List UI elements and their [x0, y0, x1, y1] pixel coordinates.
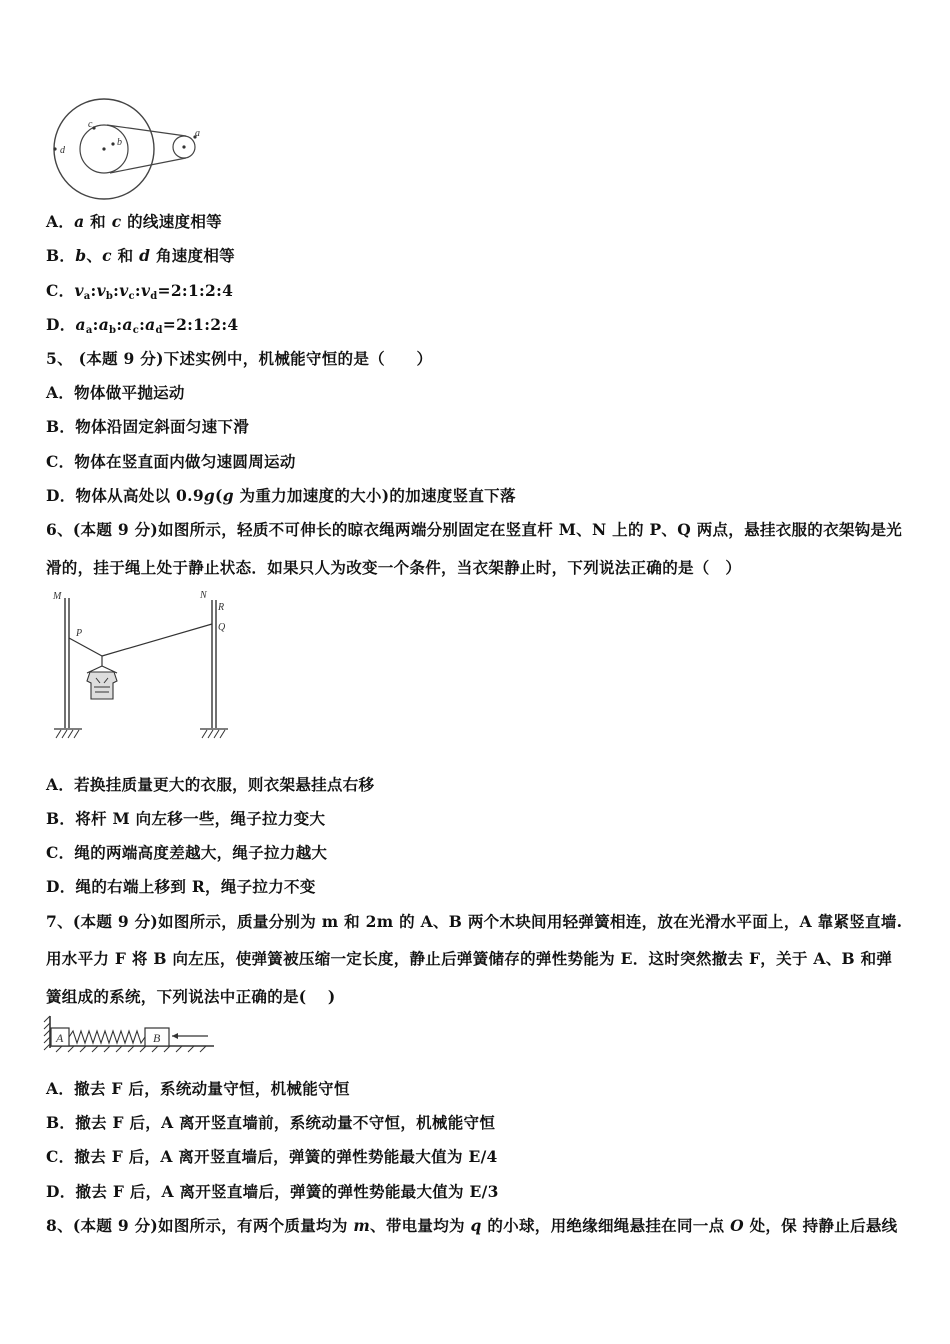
q7-stem-line-3: 簧组成的系统，下列说法中正确的是( ) — [46, 987, 336, 1006]
q4-option-b[interactable]: B．b、c 和 d 角速度相等 — [46, 246, 235, 265]
pulley-belt-figure — [50, 95, 210, 205]
clothesline-label-m: M — [53, 591, 62, 602]
q6-option-a[interactable]: A．若换挂质量更大的衣服，则衣架悬挂点右移 — [46, 775, 375, 794]
q4-option-c[interactable]: C．$v_a:v_b:v_c:v_d=2:1:2:4$ — [46, 281, 234, 302]
q7-stem-line-1: 7、(本题 9 分)如图所示，质量分别为 m 和 2m 的 A、B 两个木块间用轻弹簧相连，放在光滑水平面上，A 靠紧竖直墙. — [46, 912, 903, 931]
q7-option-a[interactable]: A．撤去 F 后，系统动量守恒，机械能守恒 — [46, 1079, 350, 1098]
clothesline-label-q: Q — [218, 622, 226, 633]
q8-stem: 8、(本题 9 分)如图所示，有两个质量均为 m、带电量均为 q 的小球，用绝缘细绳悬挂在同一点 O 处，保 持静止后悬线 — [46, 1216, 898, 1235]
q5-option-d[interactable]: D．物体从高处以 0.9g(g 为重力加速度的大小)的加速度竖直下落 — [46, 486, 516, 505]
q4-option-a[interactable]: A．a 和 c 的线速度相等 — [46, 212, 222, 231]
clothesline-label-p: P — [76, 628, 83, 639]
pulley-label-b: b — [117, 137, 122, 148]
q7-option-d[interactable]: D．撤去 F 后，A 离开竖直墙后，弹簧的弹性势能最大值为 E/3 — [46, 1182, 499, 1201]
q4-option-d[interactable]: D．$a_a:a_b:a_c:a_d=2:1:2:4$ — [46, 315, 239, 336]
q6-stem-line-1: 6、(本题 9 分)如图所示，轻质不可伸长的晾衣绳两端分别固定在竖直杆 M、N 上的 P、Q 两点，悬挂衣服的衣架钩是光 — [46, 520, 903, 539]
q6-stem-line-2: 滑的，挂于绳上处于静止状态．如果只人为改变一个条件，当衣架静止时，下列说法正确的是（ ） — [46, 558, 742, 577]
pulley-label-c: c — [88, 119, 93, 130]
spring-label-a: A — [56, 1031, 64, 1045]
q6-option-d[interactable]: D．绳的右端上移到 R，绳子拉力不变 — [46, 877, 316, 896]
clothesline-figure — [50, 588, 240, 746]
q7-stem-line-2: 用水平力 F 将 B 向左压，使弹簧被压缩一定长度，静止后弹簧储存的弹性势能为 E．这时突然撤去 F，关于 A、B 和弹 — [46, 949, 893, 968]
spring-label-b: B — [153, 1031, 161, 1045]
q5-option-b[interactable]: B．物体沿固定斜面匀速下滑 — [46, 417, 250, 436]
pulley-label-d: d — [60, 145, 65, 156]
q7-option-b[interactable]: B．撤去 F 后，A 离开竖直墙前，系统动量不守恒，机械能守恒 — [46, 1113, 496, 1132]
clothesline-label-r: R — [218, 602, 225, 613]
q5-option-c[interactable]: C．物体在竖直面内做匀速圆周运动 — [46, 452, 296, 471]
clothesline-label-n: N — [200, 590, 207, 601]
q5-stem: 5、 (本题 9 分)下述实例中，机械能守恒的是（ ） — [46, 349, 433, 368]
q6-option-c[interactable]: C．绳的两端高度差越大，绳子拉力越大 — [46, 843, 328, 862]
q5-option-a[interactable]: A．物体做平抛运动 — [46, 383, 185, 402]
q7-option-c[interactable]: C．撤去 F 后，A 离开竖直墙后，弹簧的弹性势能最大值为 E/4 — [46, 1147, 498, 1166]
spring-blocks-figure — [42, 1012, 222, 1054]
q6-option-b[interactable]: B．将杆 M 向左移一些，绳子拉力变大 — [46, 809, 326, 828]
pulley-label-a: a — [195, 128, 200, 139]
